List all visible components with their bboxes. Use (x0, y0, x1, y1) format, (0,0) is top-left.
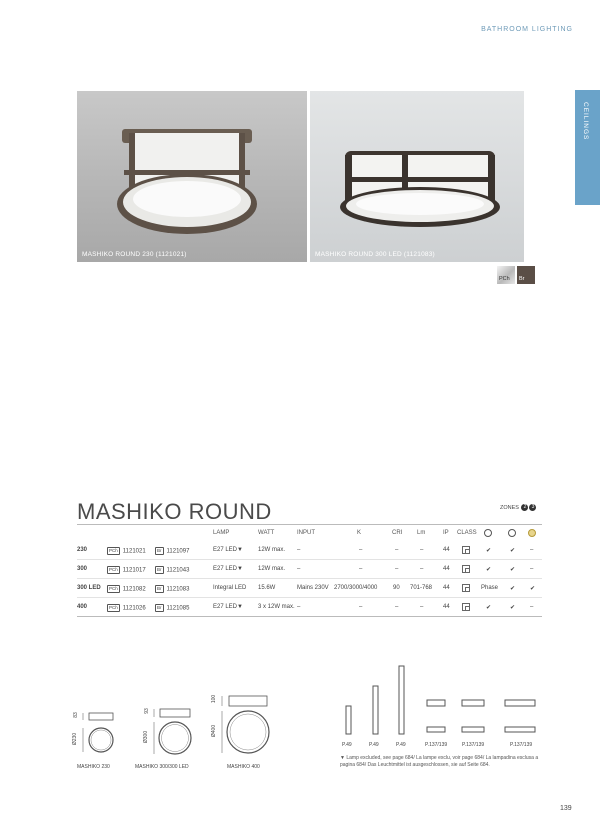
lamp-ref: P.49 (342, 742, 352, 748)
table-row (77, 579, 542, 598)
input-cell: – (297, 566, 301, 572)
section-title: BATHROOM LIGHTING (481, 26, 573, 33)
diameter-label: Ø230 (72, 732, 79, 746)
lamp-cell: Integral LED (213, 585, 247, 591)
bronze-icon: Br (157, 605, 162, 610)
drawing-caption: MASHIKO 230 (77, 764, 110, 770)
ip-cell: 44 (443, 547, 450, 553)
ip-cell: 44 (443, 585, 450, 591)
watt-cell: 12W max. (258, 547, 286, 553)
br-code-cell: Br 1121043 (157, 567, 190, 574)
br-code-cell: Br 1121097 (157, 548, 190, 555)
header-k: K (357, 530, 362, 536)
chrome-icon: PCh (109, 548, 118, 553)
zones-indicator (500, 504, 536, 511)
class-icon (462, 547, 470, 557)
pch-code-cell: PCh 1121021 (109, 548, 146, 555)
lamp-shapes (330, 660, 545, 750)
photo-caption: MASHIKO ROUND 300 LED (1121083) (315, 251, 435, 258)
lamp-ref: P.137/139 (425, 742, 448, 748)
bronze-icon: Br (157, 548, 162, 553)
table-row (77, 541, 542, 560)
chrome-icon: PCh (109, 586, 118, 591)
table-row (77, 598, 542, 617)
category-tab-label: CEILINGS (582, 102, 589, 141)
cri-cell: – (395, 604, 399, 610)
k-cell: – (359, 566, 363, 572)
product-photo-300-led (310, 91, 524, 262)
driver-cell: ✔ (510, 586, 516, 592)
watt-cell: 15.6W (258, 585, 276, 591)
lamp-ref: P.137/139 (510, 742, 533, 748)
watt-cell: 12W max. (258, 566, 286, 572)
k-cell: – (359, 547, 363, 553)
drawing-caption: MASHIKO 300/300 LED (135, 764, 189, 770)
ip-cell: 44 (443, 604, 450, 610)
header-class: CLASS (457, 530, 477, 536)
finish-label: PCh (499, 276, 510, 282)
input-cell: Mains 230V (297, 585, 329, 591)
led-cell: – (530, 604, 534, 610)
zone-badge: 3 (529, 504, 536, 511)
class-icon (462, 566, 470, 576)
header-lamp: LAMP (213, 530, 230, 536)
dimension-drawing-set (77, 688, 337, 758)
led-icon (528, 529, 536, 539)
k-cell: 2700/3000/4000 (334, 585, 378, 591)
height-label: 83 (72, 712, 79, 718)
size-cell: 400 (77, 604, 88, 610)
dimmable-cell: Phase (481, 585, 499, 591)
photo-caption: MASHIKO ROUND 230 (1121021) (82, 251, 187, 258)
header-cri: CRI (392, 530, 403, 536)
chrome-icon: PCh (109, 567, 118, 572)
class-icon (462, 604, 470, 614)
pch-code-cell: PCh 1121017 (109, 567, 146, 574)
spec-table (77, 530, 542, 617)
dimmable-cell: ✔ (486, 605, 492, 611)
lm-cell: – (420, 547, 424, 553)
led-cell: – (530, 566, 534, 572)
header-watt: WATT (258, 530, 275, 536)
size-cell: 300 LED (77, 585, 101, 591)
lamp-ref: P.137/139 (462, 742, 485, 748)
lm-cell: – (420, 566, 424, 572)
finish-swatch-chrome[interactable] (497, 266, 515, 284)
header-input: INPUT (297, 530, 315, 536)
lamp-cell: E27 LED▼ (213, 604, 243, 610)
cri-cell: 90 (393, 585, 400, 591)
lamp-cell: E27 LED▼ (213, 547, 243, 553)
ip-cell: 44 (443, 566, 450, 572)
table-header (77, 530, 542, 541)
zones-label: ZONES (500, 504, 519, 511)
size-cell: 300 (77, 566, 88, 572)
pch-code-cell: PCh 1121026 (109, 605, 146, 612)
category-tab[interactable] (575, 90, 600, 205)
led-cell: ✔ (530, 586, 536, 592)
finish-swatch-bronze[interactable] (517, 266, 535, 284)
product-title: MASHIKO ROUND (77, 499, 272, 524)
zone-badge: 2 (521, 504, 528, 511)
dimmable-cell: ✔ (486, 567, 492, 573)
diameter-label: Ø400 (211, 724, 218, 738)
size-cell: 230 (77, 547, 88, 553)
cri-cell: – (395, 566, 399, 572)
br-code-cell: Br 1121085 (157, 605, 190, 612)
ceiling-light-illustration-230 (77, 91, 307, 262)
led-cell: – (530, 547, 534, 553)
k-cell: – (359, 604, 363, 610)
driver-icon (508, 529, 516, 539)
header-ip: IP (443, 530, 449, 536)
finish-label: Br (519, 276, 525, 282)
lamp-cell: E27 LED▼ (213, 566, 243, 572)
driver-cell: ✔ (510, 548, 516, 554)
height-label: 93 (143, 708, 150, 714)
driver-cell: ✔ (510, 567, 516, 573)
page-number: 139 (560, 805, 572, 812)
table-row (77, 560, 542, 579)
dimmable-icon (484, 529, 492, 539)
product-photo-230 (77, 91, 307, 262)
br-code-cell: Br 1121083 (157, 586, 190, 593)
header-lm: Lm (417, 530, 426, 536)
title-divider (77, 524, 542, 525)
lamp-ref: P.49 (369, 742, 379, 748)
chrome-icon: PCh (109, 605, 118, 610)
height-label: 100 (211, 694, 218, 704)
dimmable-cell: ✔ (486, 548, 492, 554)
class-icon (462, 585, 470, 595)
input-cell: – (297, 604, 301, 610)
bronze-icon: Br (157, 567, 162, 572)
pch-code-cell: PCh 1121082 (109, 586, 146, 593)
lamp-footnote: ▼ Lamp excluded, see page 684/ La lampe exclu, voir page 684/ La lampadina esclusa a pagina 684/ Das Leuchtmittel ist ausgeschlossen, sie auf Seite 684. (340, 755, 539, 768)
lm-cell: 701-768 (410, 585, 433, 591)
lamp-ref: P.49 (396, 742, 406, 748)
diameter-label: Ø300 (143, 730, 150, 744)
drawing-caption: MASHIKO 400 (227, 764, 260, 770)
bronze-icon: Br (157, 586, 162, 591)
cri-cell: – (395, 547, 399, 553)
input-cell: – (297, 547, 301, 553)
driver-cell: ✔ (510, 605, 516, 611)
lm-cell: – (420, 604, 424, 610)
ceiling-light-illustration-300 (310, 91, 524, 262)
watt-cell: 3 x 12W max. (258, 604, 295, 610)
